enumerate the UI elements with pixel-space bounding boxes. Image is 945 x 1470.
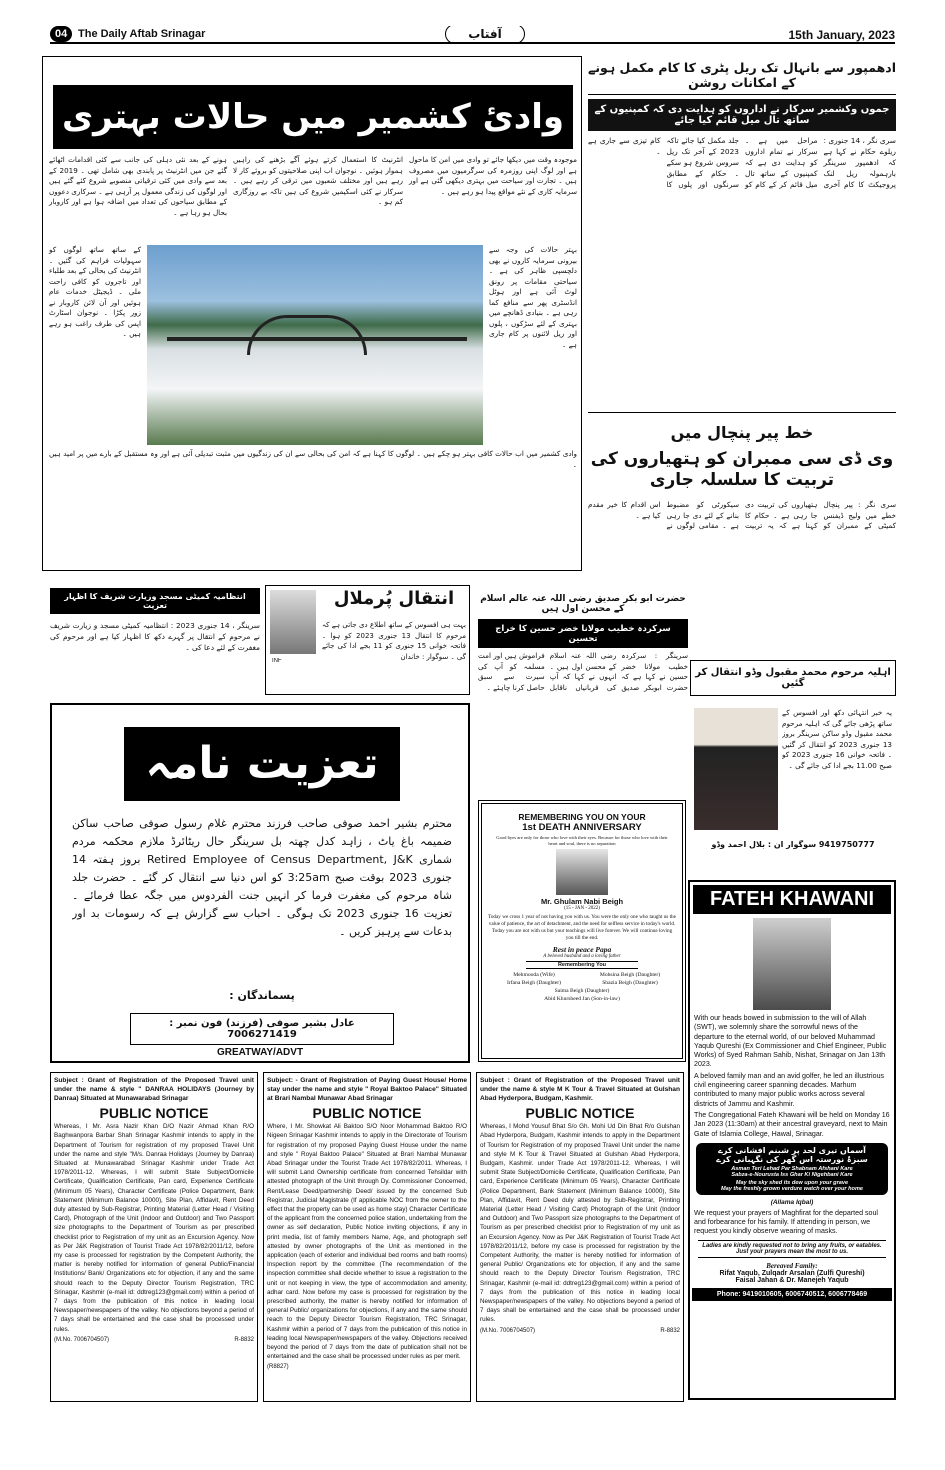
taziyat-contact: عادل بشیر صوفی (فرزند) فون نمبر : 7006271419 [130, 1013, 394, 1045]
poem-urdu-1: آسماں تیری لحد پر شبنم افشانی کرے [718, 1145, 866, 1155]
obituary-title: انتقال پُرملال [333, 588, 455, 609]
notice-ref: R-8832 [660, 1327, 680, 1334]
main-headline: وادیٔ کشمیر میں حالات بہتری [53, 85, 573, 149]
remember-photo [556, 849, 608, 895]
notice-mobile: (M.No. 7006704507) [480, 1327, 536, 1334]
remember-name: Mr. Ghulam Nabi Beigh [540, 897, 624, 906]
wife-obituary-title: اہلیہ مرحوم محمد مقبول وڈو انتقال کر گئیں [690, 660, 896, 696]
fateh-phone: Phone: 9419010605, 6006740512, 6006778469 [692, 1288, 892, 1301]
family-member: Shazia Beigh (Daughter) [602, 980, 658, 986]
obituary [265, 585, 470, 695]
page-number: 04 [50, 26, 72, 42]
vdc-story [588, 412, 896, 572]
fateh-photo [753, 918, 831, 1010]
notice-ref: (R8827) [267, 1364, 289, 1371]
obituary-body: بہت ہی افسوس کے ساتھ اطلاع دی جاتی ہے کہ مرحوم کا انتقال 13 جنوری 2023 کو ہوا ۔ فاتحہ خوانی 15 جنوری کو 11 بجے ادا کی جائے گی ۔ سوگوار : خاندان [322, 621, 466, 661]
vdc-headline-2: وی ڈی سی ممبران کو ہتھیاروں کی تربیت کا سلسلہ جاری [590, 449, 894, 490]
remember-title-2: 1st DEATH ANNIVERSARY [522, 822, 642, 833]
poem-en-2: May the freshly grown verdure watch over your home [720, 1185, 864, 1192]
main-col-bottom: وادی کشمیر میں اب حالات کافی بہتر ہو چکے ہیں ۔ لوگوں کا کہنا ہے کہ امن کی بحالی سے ان کی زندگیوں میں مثبت تبدیلی آئی ہے اور وہ مستقبل کے بارے میں پر امید ہیں ۔ [49, 449, 577, 469]
hazrat-title: حضرت ابو بکر صدیق رضی اللہ عنہ عالم اسلام کے محسن اول ہیں [480, 594, 686, 614]
bereaved-2: Faisal Jahan & Dr. Manejeh Yaqub [735, 1276, 849, 1284]
vdc-body: سری نگر : پیر پنچال خطے میں ولیج ڈیفنس کمیٹی کے ممبران کو ہتھیاروں کی تربیت دی جا رہی ہے ۔ حکام کا کہنا ہے کہ یہ تربیت سیکورٹی کو مضبوط بنانے کے لئے دی جا رہی ہے ۔ مقامی لوگوں نے اس اقدام کا خیر مقدم کیا ہے ۔ [588, 500, 896, 530]
remember-title-1: REMEMBERING YOU ON YOUR [518, 812, 646, 822]
remember-rip: Rest in peace Papa [552, 945, 612, 954]
family-member: Abid Khursheed Jan (Son-in-law) [544, 996, 620, 1002]
wife-photo [694, 708, 778, 830]
remember-label: Remembering You [526, 961, 638, 969]
remember-message: Today we cross 1 year of not having you with us. You were the only one who taught us the value of patience, the art of detachment, and the need for selfless service in today's world. Today you are not with us but your teachings will live forever. We will continue loving you till the end. [488, 914, 676, 941]
notice-subject: Subject: - Grant of Registration of Paying Guest House/ Home stay under the name and style " Royal Baktoo Palace" Situated at Brari Nambal Munawar Abad Srinagar [267, 1077, 467, 1102]
remember-family [486, 971, 678, 1003]
notice-title: PUBLIC NOTICE [99, 1105, 209, 1121]
main-col-left: کے ساتھ ساتھ لوگوں کو سہولیات فراہم کی گئیں ۔ انٹرنیٹ کی بحالی کے بعد طلباء اور تاجروں کو کافی راحت ملی ۔ ڈیجیٹل خدمات عام ہوئیں اور آن لائن کاروبار نے زور پکڑا ۔ نوجوان اسٹارٹ اپس کی طرف راغب ہو رہے ہیں ۔ [49, 245, 141, 338]
family-member: Mehmooda (Wife) [513, 972, 555, 978]
main-col-1: ہونے کے بعد نئی دہلی کی جانب سے کئی اقدامات اٹھائے گئے جن میں انٹرنیٹ پر پابندی بھی شامل تھی ۔ 2019 کے بعد سے وادی میں کئی ترقیاتی منصوبے شروع کئے گئے ہیں اور لوگوں کی زندگی معمول پر آرہی ہے ۔ سرکاری دعووں کے مطابق سیاحوں کی تعداد میں اضافہ ہوا ہے اور کاروبار بحال ہو رہا ہے ۔ [49, 155, 227, 217]
notice-body: Where, I Mr. Showkat Ali Baktoo S/O Noor Mohammad Baktoo R/O Nigeen Srinagar Kashmir intends to apply in the Directorate of Tourism for registration of my proposed Paying Guest House under the name and style " Royal Baktoo Palace" Situated at Brari Nambal Munawar Abad Srinagar under the Tourist Trade Act 1978/82/2011. Whereas, I will submit Land Ownership certificate from concerned Tehsildar with attested photograph of the Unit through Dy. Commissioner Concerned, Rent/Lease Deed/partnership Deed/ issued by the concerned Sub Registrar, Judicial Magistrate (If applicable NOC from the owner to the effect that the property can be used as home stay) Character Certificate of the applicant from the concerned police station, undertaking from the owner as self declaration, Public Notice inviting objections, if any in print media, list of family members Name, Age, and photograph self attested by owner photographs of the Unit as mentioned in the application (each of exterior and individual bed rooms and bath rooms) Inspection report by the committee (The recommendation of the inspection committee shall decide whether to issue a registration to the unit or not keeping in view, the type of accommodation and amenity, adhar card. Now before my case is processed for registration by the prescribed authority, the matter is hereby notified for information of general Public/ organizations for objections, if any and the same should reach to the Deputy Director Tourism Registration, TRC Srinagar, Kashmir within a period of 7 days from the publication of this notice in leading local Newspaper/newspapers of the valley. Objections received beyond the period of 7 days from the date of publication shall not be entertained and the case shall be processed under rules as per merit. [267, 1123, 467, 1361]
family-member: Saima Beigh (Daughter) [554, 988, 610, 994]
main-col-2: انٹرنیٹ کا استعمال کرتے ہوئے آگے بڑھنے کی راہیں ہموار ہوئیں ۔ نوجوان اب اپنی صلاحیتوں کو بروئے کار لا رہے ہیں اور مختلف شعبوں میں ترقی کر رہے ہیں ۔ سرکار نے کئی اسکیمیں شروع کی ہیں تاکہ بے روزگاری کم ہو ۔ [233, 155, 403, 206]
family-member: Mohsina Beigh (Daughter) [599, 972, 661, 978]
notice-subject: Subject : Grant of Registration of the Proposed Travel unit under the name & style M K Tour & Travel Situated at Gulshan Abad Hyderpora, Budgam, Kashmir. [480, 1077, 680, 1102]
hazrat-subtitle: سرکردہ خطیب مولانا خضر حسین کا خراج تحسین [478, 619, 688, 648]
notice-body: Whereas, I Mr. Asra Nazir Khan D/O Nazir Ahmad Khan R/O Baghwanpora Barbar Shah Srinagar Kashmir intends to apply in the Department of Tourism for registration of my proposed Travel Unit under the name and style "M/s. Danraa Holidays (Journey by Danraa) Situated at Munawarabad Srinagar Kashmir under Trade Act 1978/2011-12. Whereas, I will submit State Subject/Domicile Certificate, Qualification Certificate, Pan card, Experience Certificate (Minimum 05 Years), Character Certificate (Police Department, Bank Statement (Minimum Balance 10000), Site Plan, Affidavit, Rent Deed duly attested by Sub-Registrar, Printing Material (Letter Head / Visiting Card), Photograph of the Unit (Indoor and Outdoor) and Two Passport size photographs to the Department of Tourism as per prescribed checklist prior to Registration of my unit as an Excursion Agency. Now as Per J&K Registration of Tourist Trade Act 1978/82/2011/12, before my case is processed for registration by the Competent Authority, the matter is hereby notified for information of general Public/Financial Institutions/ Bank/ Organizations etc for objection, if any and the same should reach to the Deputy Director Tourism Registration, TRC Srinagar, Kashmir (e-mail id: ddtreg123@gmail.com) within a period of 7 days from the publication of this notice in leading local Newspaper/newspapers of the valley. No objections beyond a period of 7 days shall be entertained and the case shall be processed under rules. [54, 1123, 254, 1333]
bereaved-label: Bereaved Family: [766, 1261, 818, 1270]
poem-poet: (Allama Iqbal) [770, 1198, 814, 1206]
remember-quote: Good byes are only for those who love with their eyes. Because for those who love with their heart and soul, there is no separation [496, 835, 668, 846]
notice-ref: R-8832 [234, 1336, 254, 1343]
bereaved-1: Rifat Yaqub, Zulqadr Arsalan (Zulfi Qureshi) [719, 1269, 865, 1277]
obituary-tag: INF [272, 658, 282, 664]
fateh-p5: Ladies are kindly requested not to bring any fruits, or eatables. Just your prayers mean the most to us. [698, 1240, 886, 1258]
paper-name: The Daily Aftab Srinagar [78, 28, 206, 40]
public-notice-3 [476, 1072, 684, 1402]
notice-title: PUBLIC NOTICE [312, 1105, 422, 1121]
committee-condolence [50, 588, 260, 698]
notice-mobile: (M.No. 7006704507) [54, 1336, 110, 1343]
remembering-ad [478, 800, 686, 1062]
remember-rip2: A beloved husband and a loving father [543, 954, 621, 959]
wife-obituary [690, 660, 896, 872]
bridge-photo [147, 245, 483, 445]
remember-dates: (15 - JAN - 2022) [564, 906, 600, 911]
masthead-logo: آفتاب [445, 26, 525, 44]
rail-headline: ادھمپور سے بانہال تک ریل پٹری کا کام مکمل ہونے کے امکانات روشن [588, 56, 896, 95]
notice-body: Whereas, I Mohd Yousuf Bhat S/o Gh. Mohi Ud Din Bhat R/o Gulshan Abad Hyderpora, Budgam, Kashmir intends to apply in the Department of Tourism for Registration of my proposed Travel Unit under the name and style M K Tour & Travel Situated at Gulshan Abad Hyderpora, Budgam, Kashmir. under Trade Act 1978/2011-12. Whereas, I will submit State Subject/Domicile Certificate, Qualification Certificate, Pan card, Experience Certificate (Minimum 05 Years), Character Certificate (Police Department, Bank Statement (Minimum Balance 10000), Site Plan, Affidavit, Rent Deed duly attested by Sub-Registrar, Printing Material (Letter Head / Visiting Card) Photograph of the Unit (Indoor and Outdoor) and Two Passport size photographs to the Department of Tourism as per prescribed checklist prior to Registration of my unit as an Excursion Agency. Now as Per J&K Registration of Tourist Trade Act 1978/82/2011/12, before my case is processed for registration by the Competent Authority, the matter is hereby notified for information of general Public/ Organizations etc for objection, if any and the same should reach to the Deputy Director Tourism Registration, TRC Srinagar, Kashmir (e-mail id: ddtreg123@gmail.com) within a period of 7 days from the publication of this notice in leading local Newspaper/newspapers of the valley. No objections beyond a period of 7 days shall be entertained and the case shall be processed under rules. [480, 1123, 680, 1324]
notice-subject: Subject : Grant of Registration of the Proposed Travel unit under the name & style " DANRAA HOLIDAYS (Journey by Danraa) Situated at Munawarabad Srinagar [54, 1077, 254, 1102]
main-col-right: بہتر حالات کی وجہ سے بیرونی سرمایہ کاروں نے بھی دلچسپی ظاہر کی ہے ۔ سیاحتی مقامات پر رونق لوٹ آئی ہے اور ہوٹل انڈسٹری پھر سے منافع کما رہی ہے ۔ بنیادی ڈھانچے میں بہتری کے لئے سڑکوں ، پلوں اور ریل لائنوں پر کام جاری ہے ۔ [489, 245, 577, 349]
taziyat-body: محترم بشیر احمد صوفی صاحب فرزند محترم غلام رسول صوفی صاحب ساکن ضمیمہ باغ یاٹ ، زاہد کدل چھتہ بل سرینگر حال ریٹائرڈ ملازم محکمہ مردم شماری Retired Employee of Census Department, J&K بروز ہفتہ 14 جنوری 2023 بوقت صبح 3:25am کو اس دنیا سے انتقال کر گئے ۔ حضرت جلد شاہ مرحوم کی مغفرت فرما کر انہیں جنت الفردوس میں جگہ عطا فرمائے ۔ تعزیت 16 جنوری 2023 تک ہوگی ۔ احباب سے گزارش ہے کہ رسومات بد اور بدعات سے پرہیز کریں ۔ [72, 817, 452, 938]
taziyat-title: تعزیت نامہ [124, 727, 400, 801]
hazrat-body: سرینگر : سرکردہ خطیب مولانا خضر حسین نے کہا ہے کہ حضرت ابوبکر صدیق رضی اللہ عنہ اسلام کے محسن اول ہیں ۔ انہوں نے کہا کہ آپ کی قربانیاں ناقابل فراموش ہیں اور امت مسلمہ کو آپ کی سیرت سے سبق حاصل کرنا چاہئے ۔ [478, 651, 688, 692]
public-notice-1 [50, 1072, 258, 1402]
rail-story [588, 56, 896, 411]
fateh-poem [696, 1143, 888, 1195]
page-header [50, 26, 895, 44]
main-col-3: موجودہ وقت میں دیکھا جائے تو وادی میں امن کا ماحول ہے اور لوگ اپنی روزمرہ کی سرگرمیوں میں مصروف ہیں ۔ تجارت اور سیاحت میں بہتری دیکھی گئی ہے اور سرمایہ کاری کے نئے مواقع پیدا ہو رہے ہیں ۔ [409, 155, 577, 196]
taziyat-mourners-label: پسماندگان : [229, 989, 295, 1002]
rail-body: سری نگر ، 14 جنوری : ریلوے حکام نے کہا ہے کہ ادھمپور سرینگر بارہمولہ ریل لنک پروجیکٹ کا کام آخری مراحل میں ہے ۔ سرکار نے تمام اداروں کو ہدایت دی ہے کہ کمپنیوں کے ساتھ تال میل قائم کر کے کام کو جلد مکمل کیا جائے تاکہ 2023 کے آخر تک ریل سروس شروع ہو سکے ۔ حکام کے مطابق سرنگوں اور پلوں کا کام تیزی سے جاری ہے ۔ [588, 136, 896, 189]
poem-en-1: May the sky shed its dew upon your grave [735, 1179, 849, 1186]
main-story [42, 56, 582, 571]
fateh-p2: A beloved family man and an avid golfer, he led an illustrious civil engineering career spanning decades. Marhum contributed to many major public works across several districts of Jammu and Kashmir. [694, 1071, 885, 1108]
taziyat-nama [50, 703, 470, 1063]
vdc-headline-1: خط پیر پنچال میں [670, 423, 814, 442]
fateh-p4: We request your prayers of Maghfirat for the departed soul and forbearance for his family. If attending in person, we request you kindly observe wearing of masks. [694, 1208, 879, 1236]
poem-urdu-2: سبزۂ نورستہ اس گھر کی نگہبانی کرے [716, 1154, 868, 1164]
poem-roman-2: Sabza-e-Nourusta Iss Ghar Ki Nigehbani Kare [731, 1171, 853, 1178]
issue-date: 15th January, 2023 [788, 28, 895, 42]
fateh-khawani [688, 880, 896, 1400]
hazrat-story [478, 592, 688, 792]
fateh-title: FATEH KHAWANI [693, 885, 891, 914]
wife-obituary-body: یہ خبر انتہائی دکھ اور افسوس کے ساتھ پڑھی جائے گی کہ اہلیہ مرحوم محمد مقبول وڈو ساکن سرینگر بروز 13 جنوری 2023 کو انتقال کر گئیں ۔ فاتحہ خوانی 16 جنوری 2023 کو صبح 11.00 بجے ادا کی جائے گی ۔ [782, 708, 892, 770]
family-member: Irfana Beigh (Daughter) [506, 980, 562, 986]
public-notice-2 [263, 1072, 471, 1402]
rail-subhead: جموں وکشمیر سرکار نے اداروں کو ہدایت دی کہ کمپنیوں کے ساتھ تال میل قائم کیا جائے [588, 99, 896, 131]
notice-title: PUBLIC NOTICE [525, 1105, 635, 1121]
committee-title: انتظامیہ کمیٹی مسجد وزیارت شریف کا اظہار تعزیت [50, 588, 260, 614]
obituary-photo [270, 590, 316, 654]
taziyat-agency: GREATWAY/ADVT [216, 1047, 304, 1058]
poem-roman-1: Asman Teri Lehad Par Shabnam Afshani Kare [731, 1165, 853, 1172]
fateh-p1: With our heads bowed in submission to the will of Allah (SWT), we solemnly share the sorrowful news of the departure to the eternal world, of our beloved Muhammad Yaqub Qureshi (Ex Commissioner and Chief Engineer, Public Works) of Syed Rahman Sahib, Nishat, Srinagar on Jan 13th 2023. [694, 1014, 887, 1069]
wife-obituary-contact: 9419750777 سوگوار ان : بلال احمد وڈو [711, 840, 875, 849]
committee-body: سرینگر ، 14 جنوری 2023 : انتظامیہ کمیٹی مسجد و زیارت شریف نے مرحوم کے انتقال پر گہرے دکھ کا اظہار کیا ہے اور مرحوم کی مغفرت کے لئے دعا کی ۔ [50, 621, 260, 652]
fateh-p3: The Congregational Fateh Khawani will be held on Monday 16 Jan 2023 (11:30am) at their ancestral graveyard, next to Main Gate of Islamia College, Hawal, Srinagar. [694, 1110, 890, 1138]
